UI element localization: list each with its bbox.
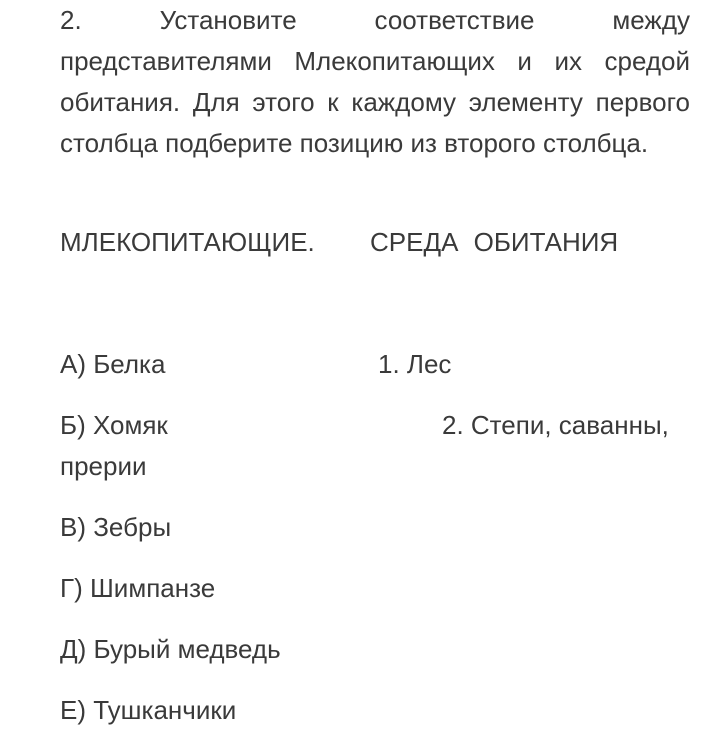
mammal-item-zebras: В) Зебры [60, 512, 172, 542]
mammal-item-jerboas: Е) Тушканчики [60, 695, 237, 725]
mammal-item-chimpanzee: Г) Шимпанзе [60, 573, 216, 603]
habitat-item-forest: 1. Лес [378, 349, 452, 379]
mammal-item-squirrel: А) Белка [60, 349, 166, 379]
habitat-column-header: СРЕДА ОБИТАНИЯ [370, 227, 619, 257]
mammal-item-brown-bear: Д) Бурый медведь [60, 634, 281, 664]
mammal-item-hamster: Б) Хомяк [60, 410, 168, 440]
mammals-column-header: МЛЕКОПИТАЮЩИЕ. [60, 227, 315, 257]
habitat-item-steppes: 2. Степи, саванны, [442, 410, 669, 440]
habitat-item-steppes-continued: прерии [60, 451, 147, 481]
task-text: 2. Установите соответствие между представителями Млекопитающих и их средой обитания. Для этого к каждому элементу первого столбца подберите позицию из второго столбца. [60, 5, 690, 158]
